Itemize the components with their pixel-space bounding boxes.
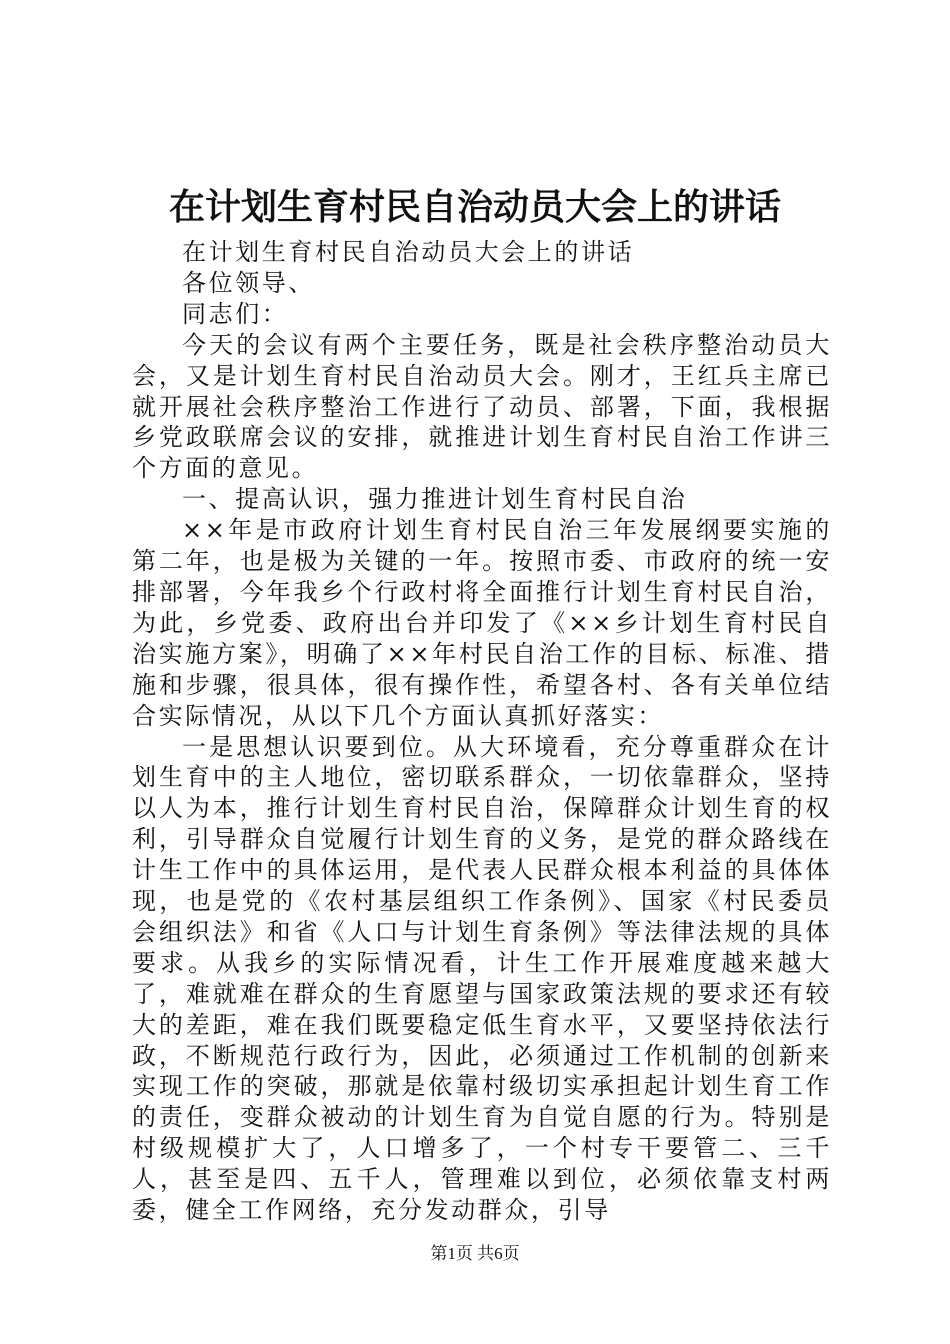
paragraph-salutation-comrades: 同志们： bbox=[182, 299, 289, 328]
document-title: 在计划生育村民自治动员大会上的讲话 bbox=[168, 187, 781, 228]
page-number-footer: 第1页 共6页 bbox=[430, 1244, 520, 1263]
document-body bbox=[132, 237, 832, 1226]
paragraph-subtitle: 在计划生育村民自治动员大会上的讲话 bbox=[182, 238, 635, 266]
paragraph-salutation-leaders: 各位领导、 bbox=[182, 268, 315, 297]
paragraph-section-1: ××年是市政府计划生育村民自治三年发展纲要实施的第二年，也是极为关键的一年。按照市委、市政府的统一安排部署，今年我乡个行政村将全面推行计划生育村民自治，为此，乡党委、政府出台并印发了《××乡计划生育村民自治实施方案》，明确了××年村民自治工作的目标、标准、措施和步骤，很具体，很有操作性，希望各村、各有关单位结合实际情况，从以下几个方面认真抓好落实： bbox=[132, 516, 832, 730]
paragraph-point-1: 一是思想认识要到位。从大环境看，充分尊重群众在计划生育中的主人地位，密切联系群众，一切依靠群众，坚持以人为本，推行计划生育村民自治，保障群众计划生育的权利，引导群众自觉履行计划生育的义务，是党的群众路线在计生工作中的具体运用，是代表人民群众根本利益的具体体现，也是党的《农村基层组织工作条例》、国家《村民委员会组织法》和省《人口与计划生育条例》等法律法规的具体要求。从我乡的实际情况看，计生工作开展难度越来越大了，难就难在群众的生育愿望与国家政策法规的要求还有较大的差距，难在我们既要稳定低生育水平，又要坚持依法行政，不断规范行政行为，因此，必须通过工作机制的创新来实现工作的突破，那就是依靠村级切实承担起计划生育工作的责任，变群众被动的计划生育为自觉自愿的行为。特别是村级规模扩大了，人口增多了，一个村专干要管二、三千人，甚至是四、五千人，管理难以到位，必须依靠支村两委，健全工作网络，充分发动群众，引导 bbox=[132, 732, 832, 1225]
section-heading-1: 一、提高认识，强力推进计划生育村民自治 bbox=[182, 485, 688, 514]
paragraph-intro: 今天的会议有两个主要任务，既是社会秩序整治动员大会，又是计划生育村民自治动员大会。刚才，王红兵主席已就开展社会秩序整治工作进行了动员、部署，下面，我根据乡党政联席会议的安排，就推进计划生育村民自治工作讲三个方面的意见。 bbox=[132, 330, 832, 483]
